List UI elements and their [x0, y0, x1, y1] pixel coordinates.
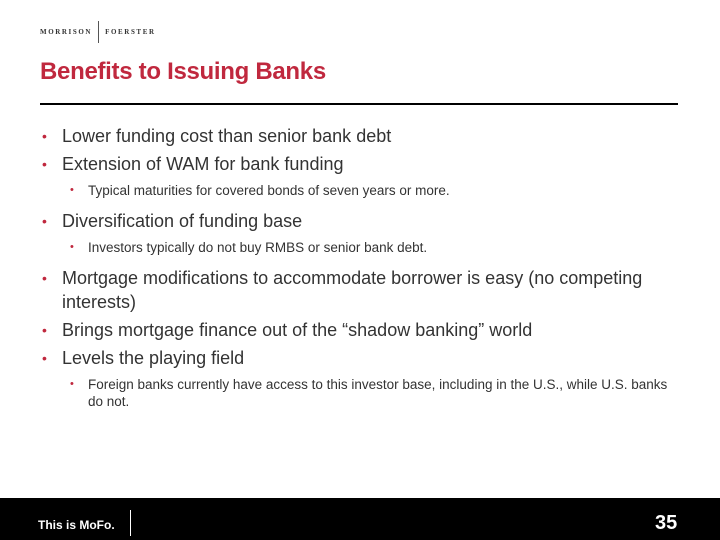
- logo-left-text: MORRISON: [40, 28, 93, 36]
- bullet-item: [40, 346, 680, 370]
- bullet-list: [40, 124, 680, 420]
- sub-bullet-text: Investors typically do not buy RMBS or senior bank debt.: [88, 240, 428, 255]
- firm-logo: [40, 20, 156, 44]
- bullet-item: [40, 124, 680, 148]
- bullet-item: [40, 318, 680, 342]
- bullet-text: Lower funding cost than senior bank debt: [62, 126, 392, 146]
- bullet-icon: •: [42, 156, 47, 172]
- sub-bullet-icon: •: [70, 184, 74, 196]
- logo-right-text: FOERSTER: [105, 28, 156, 36]
- footer-bar: [0, 498, 720, 540]
- bullet-text: Brings mortgage finance out of the “shadow banking” world: [62, 320, 533, 340]
- slide-title: Benefits to Issuing Banks: [40, 58, 326, 85]
- sub-bullet-text: Foreign banks currently have access to this investor base, including in the U.S., while U.S. banks do not.: [88, 377, 668, 409]
- logo-divider: [98, 21, 99, 43]
- bullet-text: Mortgage modifications to accommodate borrower is easy (no competing interests): [62, 268, 643, 312]
- bullet-text: Levels the playing field: [62, 348, 245, 368]
- bullet-icon: •: [42, 350, 47, 366]
- bullet-item: [40, 209, 680, 233]
- bullet-text: Extension of WAM for bank funding: [62, 154, 344, 174]
- footer-tagline: This is MoFo.: [38, 518, 115, 532]
- title-rule: [40, 103, 678, 105]
- sub-bullet-icon: •: [70, 378, 74, 390]
- bullet-icon: •: [42, 270, 47, 286]
- bullet-item: [40, 152, 680, 176]
- sub-bullet-text: Typical maturities for covered bonds of seven years or more.: [88, 183, 450, 198]
- bullet-icon: •: [42, 322, 47, 338]
- page-number: 35: [655, 512, 678, 534]
- sub-bullet-item: [40, 239, 680, 256]
- sub-bullet-item: [40, 376, 680, 410]
- bullet-item: [40, 266, 680, 314]
- bullet-icon: •: [42, 213, 47, 229]
- sub-bullet-item: [40, 182, 680, 199]
- footer-divider: [130, 510, 131, 536]
- sub-bullet-icon: •: [70, 241, 74, 253]
- bullet-icon: •: [42, 128, 47, 144]
- bullet-text: Diversification of funding base: [62, 211, 303, 231]
